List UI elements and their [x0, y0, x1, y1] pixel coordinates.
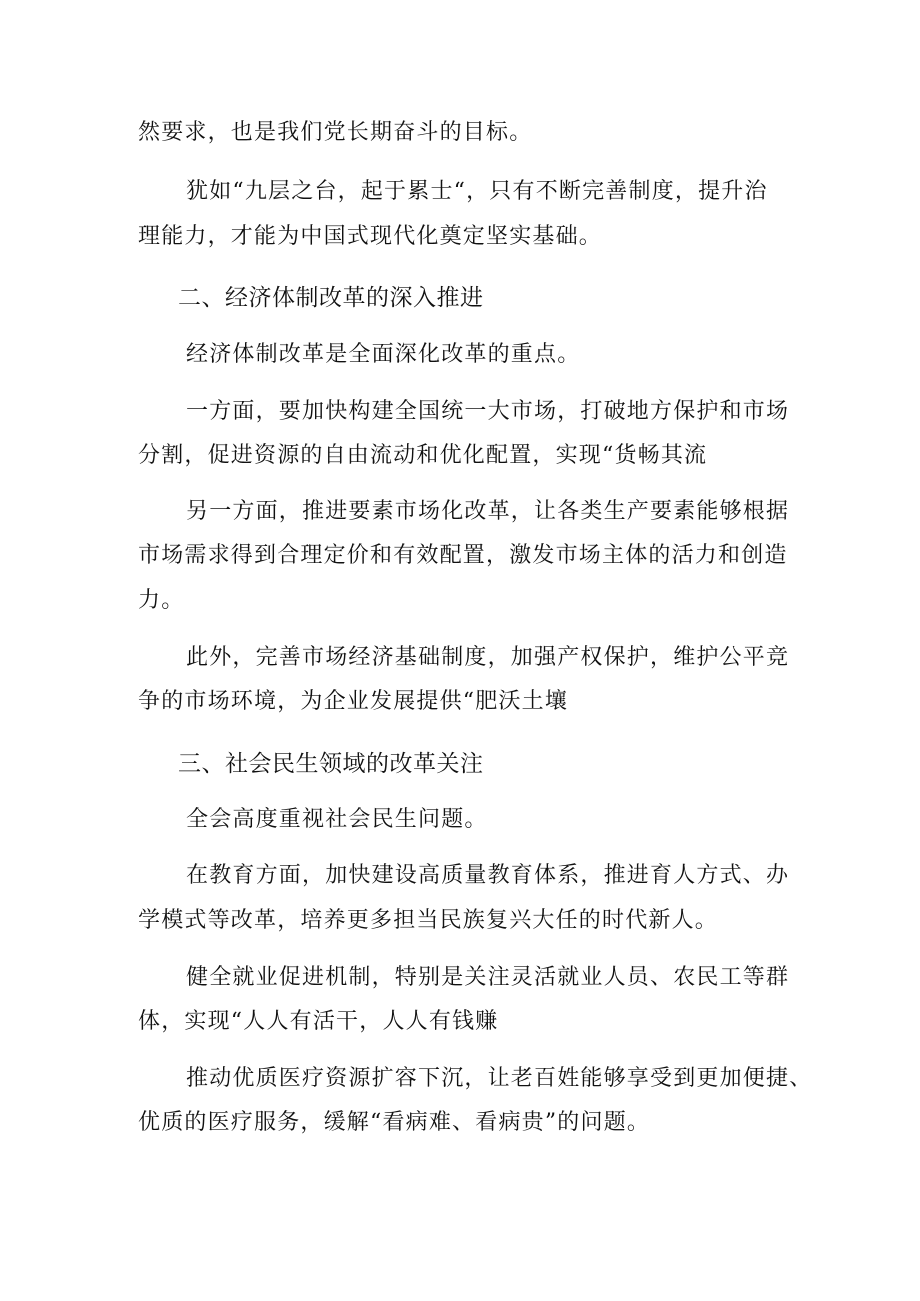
paragraph-line: 分割，促进资源的自由流动和优化配置，实现“货畅其流: [138, 443, 708, 468]
paragraph-line: 一方面，要加快构建全国统一大市场，打破地方保护和市场: [186, 399, 790, 424]
paragraph-line: 健全就业促进机制，特别是关注灵活就业人员、农民工等群: [186, 965, 790, 990]
paragraph-line: 犹如“九层之台，起于累士“，只有不断完善制度，提升治: [186, 179, 768, 204]
section-heading-3: 三、社会民生领域的改革关注: [178, 751, 484, 777]
paragraph-line: 在教育方面，加快建设高质量教育体系，推进育人方式、办: [186, 863, 790, 888]
paragraph-line: 全会高度重视社会民生问题。: [186, 807, 488, 832]
section-heading-2: 二、经济体制改革的深入推进: [178, 285, 484, 311]
paragraph-line: 争的市场环境，为企业发展提供“肥沃土壤: [138, 689, 569, 714]
paragraph-line: 然要求，也是我们党长期奋斗的目标。: [138, 120, 533, 145]
paragraph-line: 学模式等改革，培养更多担当民族复兴大任的时代新人。: [138, 908, 719, 933]
paragraph-line: 此外，完善市场经济基础制度，加强产权保护，维护公平竞: [186, 645, 790, 670]
paragraph-line: 市场需求得到合理定价和有效配置，激发市场主体的活力和创造: [138, 543, 788, 568]
paragraph-line: 另一方面，推进要素市场化改革，让各类生产要素能够根据: [186, 499, 790, 524]
paragraph-line: 经济体制改革是全面深化改革的重点。: [186, 342, 581, 367]
paragraph-line: 体，实现“人人有活干，人人有钱赚: [138, 1009, 499, 1034]
paragraph-line: 优质的医疗服务，缓解“看病难、看病贵”的问题。: [138, 1110, 651, 1135]
paragraph-line: 理能力，才能为中国式现代化奠定坚实基础。: [138, 224, 603, 249]
paragraph-line: 推动优质医疗资源扩容下沉，让老百姓能够享受到更加便捷、: [186, 1066, 813, 1091]
paragraph-line: 力。: [138, 588, 185, 613]
